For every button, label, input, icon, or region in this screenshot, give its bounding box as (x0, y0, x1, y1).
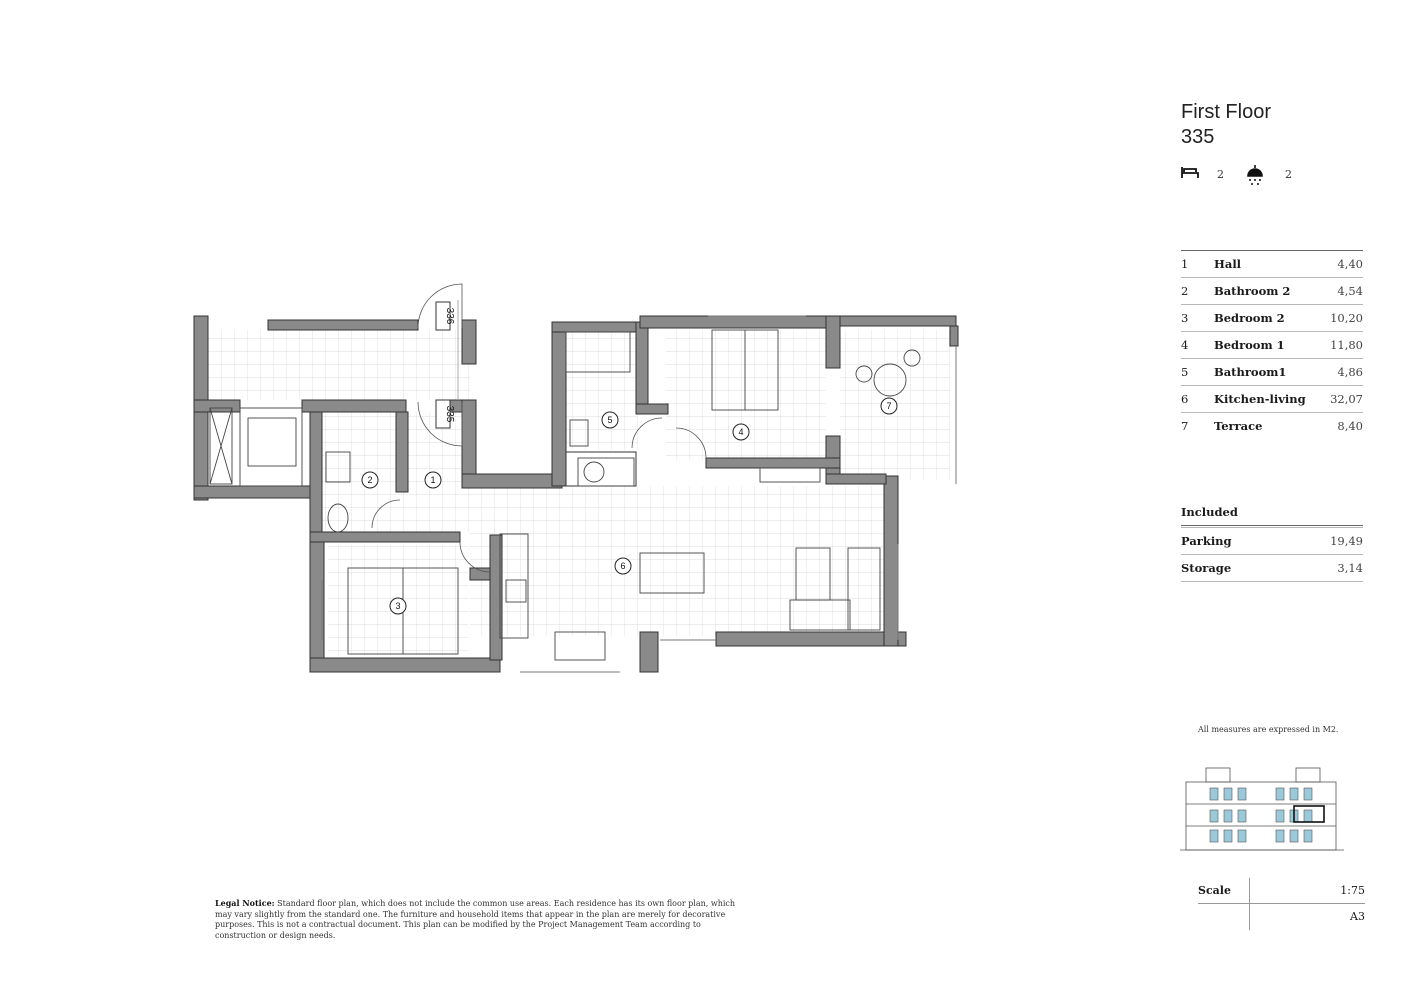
room-marker-3 (390, 598, 406, 614)
unit-336-text: 336 (444, 307, 455, 325)
scale-box (1198, 878, 1365, 930)
room-marker-1 (425, 472, 441, 488)
unit-335-text: 335 (444, 405, 455, 423)
table-row: Storage 3,14 (1181, 555, 1363, 582)
unit-number: 335 (1181, 126, 1215, 148)
table-row: Parking 19,49 (1181, 528, 1363, 555)
rooms-table (1181, 250, 1363, 439)
paper-size: A3 (1350, 910, 1365, 923)
scale-label: Scale (1198, 884, 1231, 897)
room-marker-5 (602, 412, 618, 428)
bathroom-count: 2 (1285, 168, 1292, 181)
svg-text:2: 2 (367, 475, 373, 485)
room-marker-4 (733, 424, 749, 440)
table-row: 3 Bedroom 2 10,20 (1181, 305, 1363, 332)
room-marker-2 (362, 472, 378, 488)
svg-text:6: 6 (620, 561, 626, 571)
divider (1198, 903, 1365, 904)
table-row: 5 Bathroom1 4,86 (1181, 359, 1363, 386)
room-marker-7 (881, 398, 897, 414)
building-elevation (1176, 762, 1346, 854)
table-row: 7 Terrace 8,40 (1181, 413, 1363, 440)
divider (1249, 878, 1250, 930)
svg-text:7: 7 (886, 401, 892, 411)
measures-note: All measures are expressed in M2. (1198, 725, 1339, 734)
room-counts (1181, 164, 1361, 186)
plan-title (1181, 100, 1271, 150)
unit-label-336 (436, 302, 455, 330)
shower-icon (1245, 164, 1265, 186)
room-marker-6 (615, 558, 631, 574)
scale-value: 1:75 (1340, 884, 1365, 897)
legal-notice (215, 898, 750, 941)
legal-title: Legal Notice: (215, 898, 275, 908)
included-table (1181, 527, 1363, 582)
svg-text:1: 1 (430, 475, 436, 485)
bed-icon (1181, 164, 1199, 180)
included-heading: Included (1181, 505, 1363, 526)
table-row: 6 Kitchen-living 32,07 (1181, 386, 1363, 413)
table-row: 2 Bathroom 2 4,54 (1181, 278, 1363, 305)
svg-text:4: 4 (738, 427, 744, 437)
svg-text:5: 5 (607, 415, 613, 425)
svg-text:3: 3 (395, 601, 401, 611)
table-row: 1 Hall 4,40 (1181, 251, 1363, 278)
legal-text: Standard floor plan, which does not include the common use areas. Each residence has its own floor plan, which may vary slightly from the standard one. The furniture and household items that appear in the plan are merely for decorative purposes. This is not a contractual document. This plan can be modified by the Project Management Team according to construction or design needs. (215, 899, 736, 940)
bedroom-count: 2 (1217, 168, 1224, 181)
floor-name: First Floor (1181, 101, 1271, 123)
table-row: 4 Bedroom 1 11,80 (1181, 332, 1363, 359)
